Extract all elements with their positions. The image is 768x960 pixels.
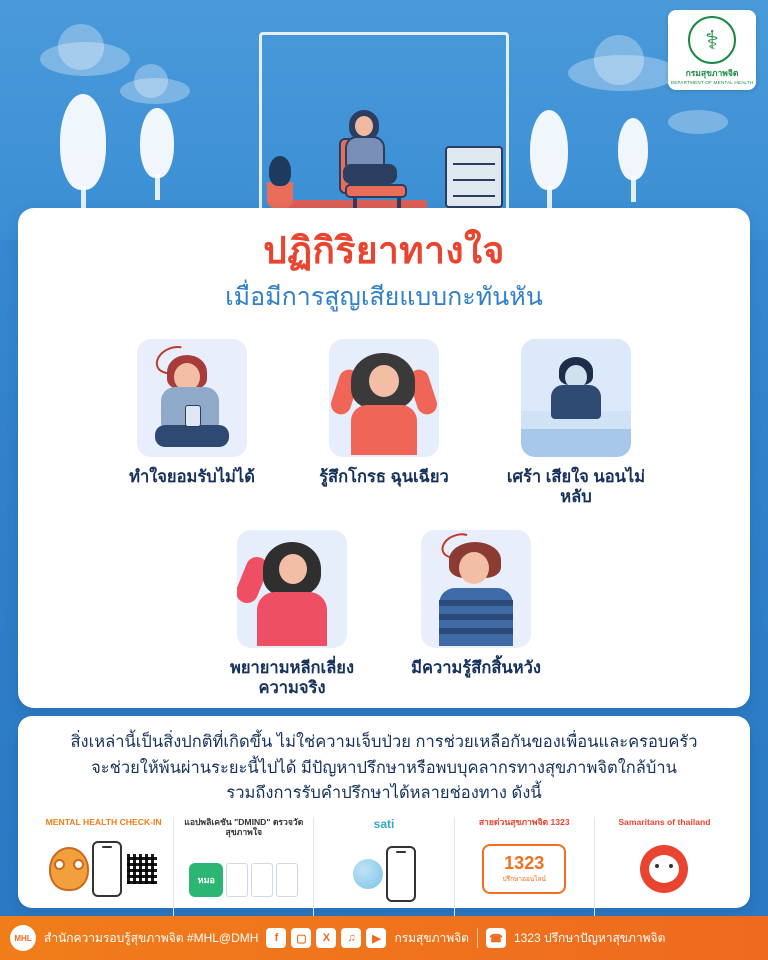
tree-icon	[140, 108, 174, 200]
advice-line3: รวมถึงการรับคำปรึกษาได้หลายช่องทาง ดังนี้	[226, 784, 542, 803]
advice-line1: สิ่งเหล่านี้เป็นสิ่งปกติที่เกิดขึ้น ไม่ใช่ความเจ็บป่วย การช่วยเหลือกันของเพื่อนและครอบครัว	[70, 733, 698, 751]
reaction-label-line2: ความจริง	[258, 679, 326, 698]
phone-mockup-icon	[386, 846, 416, 902]
resource-title: sati	[373, 816, 395, 831]
hotline-sub: ปรึกษาออนไลน์	[502, 876, 546, 884]
resource-dmind-app[interactable]	[174, 817, 314, 917]
person-hopeless-icon	[421, 530, 531, 648]
footer-divider	[477, 928, 478, 948]
person-insomnia-bed-icon	[521, 339, 631, 457]
cloud-icon	[568, 55, 678, 91]
cloud-icon	[40, 42, 130, 76]
reaction-label: เศร้า เสียใจ นอนไม่หลับ	[506, 467, 646, 507]
page-title: ปฏิกิริยาทางใจ	[263, 230, 505, 271]
footer-org-text: สำนักความรอบรู้สุขภาพจิต #MHL@DMH	[44, 930, 259, 945]
mhl-badge-icon: MHL	[10, 925, 36, 951]
reaction-label: มีความรู้สึกสิ้นหวัง	[411, 658, 541, 677]
resource-title: สายด่วนสุขภาพจิต 1323	[478, 816, 570, 827]
resource-mental-health-checkin[interactable]	[34, 817, 174, 917]
room-scene	[259, 88, 509, 218]
logo-line1: กรมสุขภาพจิต	[685, 67, 739, 78]
reactions-grid	[36, 339, 732, 700]
phone-icon[interactable]: ☎	[486, 928, 506, 948]
instagram-icon[interactable]: ▢	[291, 928, 311, 948]
page-subtitle: เมื่อมีการสูญเสียแบบกะทันหัน	[225, 282, 543, 311]
seated-person-icon	[337, 114, 399, 188]
reactions-row-2	[36, 530, 732, 699]
qr-code-icon[interactable]	[125, 852, 159, 886]
reaction-item	[117, 339, 267, 508]
footer-bar	[0, 916, 768, 960]
tree-icon	[618, 118, 648, 202]
x-twitter-icon[interactable]: X	[316, 928, 336, 948]
phone-mockup-icon	[92, 841, 122, 897]
resource-title: Samaritans of thailand	[618, 816, 711, 827]
reaction-item	[309, 339, 459, 508]
reaction-item	[501, 339, 651, 508]
resource-samaritans[interactable]	[595, 817, 734, 917]
footer-hotline-text: 1323 ปรึกษาปัญหาสุขภาพจิต	[513, 930, 666, 945]
resource-sati-app[interactable]	[314, 817, 454, 917]
app-card-icon	[226, 863, 248, 897]
dresser-icon	[445, 146, 503, 208]
tree-icon	[60, 94, 106, 212]
hotline-1323-icon: 1323 ปรึกษาออนไลน์	[482, 844, 566, 894]
advice-line2: จะช่วยให้พ้นผ่านระยะนี้ไปได้ มีปัญหาปรึกษาหรือพบบุคลากรทางสุขภาพจิตใกล้บ้าน	[91, 758, 677, 777]
facebook-icon[interactable]: f	[266, 928, 286, 948]
person-kneeling-phone-icon	[137, 339, 247, 457]
reactions-row-1	[36, 339, 732, 508]
sati-sphere-icon	[353, 859, 383, 889]
tiktok-icon[interactable]: ♫	[341, 928, 361, 948]
person-angry-icon	[329, 339, 439, 457]
plant-icon	[267, 182, 293, 208]
reaction-label: รู้สึกโกรธ ฉุนเฉียว	[319, 467, 449, 486]
mor-prom-app-icon: หมอ	[189, 863, 223, 897]
resources-card	[18, 716, 750, 908]
app-card-icon	[251, 863, 273, 897]
main-card	[18, 208, 750, 708]
footer-dept-text: กรมสุขภาพจิต	[394, 930, 469, 945]
reaction-label: ทำใจยอมรับไม่ได้	[129, 467, 255, 486]
cloud-icon	[120, 78, 190, 104]
logo-line2: DEPARTMENT OF MENTAL HEALTH	[670, 79, 754, 85]
social-icons	[266, 928, 386, 948]
ministry-emblem-icon: ⚕	[688, 16, 736, 64]
youtube-icon[interactable]: ▶	[366, 928, 386, 948]
reaction-item	[217, 530, 367, 699]
tree-icon	[530, 110, 568, 212]
resource-title: แอปพลิเคชัน "DMIND" ตรวจวัดสุขภาพใจ	[184, 816, 304, 838]
resources-row	[34, 817, 734, 917]
hero-illustration	[0, 0, 768, 240]
reaction-item	[401, 530, 551, 699]
department-logo	[668, 10, 756, 90]
app-card-icon	[276, 863, 298, 897]
reaction-label	[217, 658, 367, 699]
person-avoiding-icon	[237, 530, 347, 648]
owl-mascot-icon	[49, 847, 89, 891]
resource-title: MENTAL HEALTH CHECK-IN	[45, 816, 162, 827]
cloud-icon	[668, 110, 728, 134]
reaction-label-line1: พยายามหลีกเลี่ยง	[229, 658, 355, 677]
samaritans-logo-icon	[640, 845, 688, 893]
resource-hotline-1323[interactable]	[455, 817, 595, 917]
